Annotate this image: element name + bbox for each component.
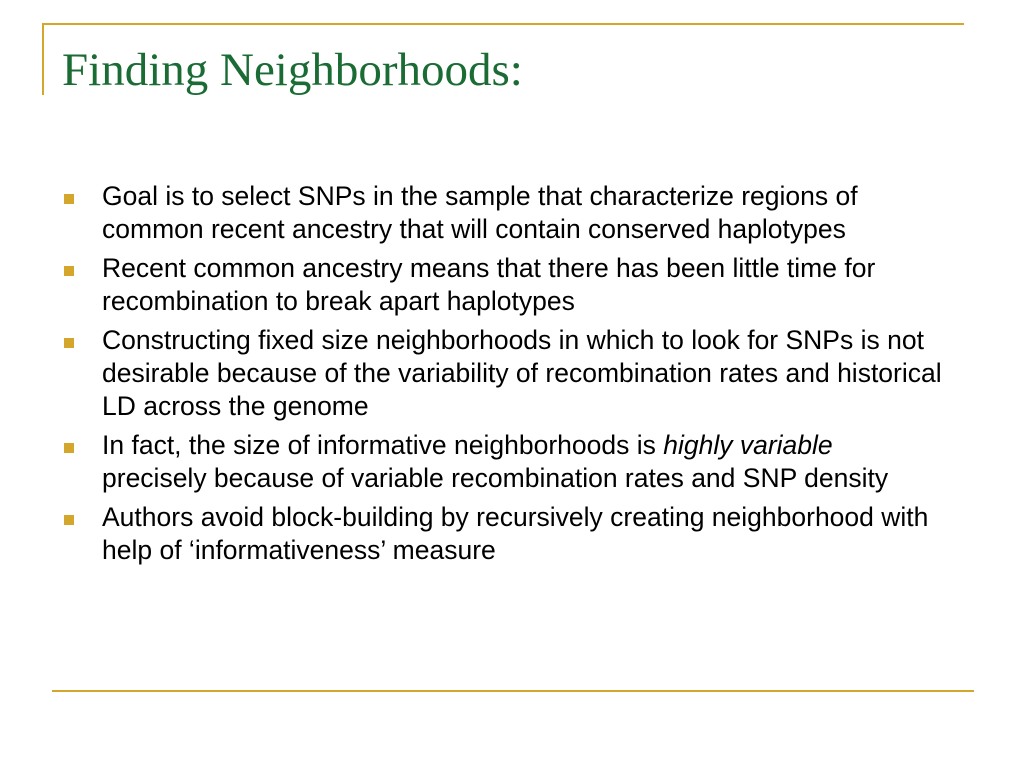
- square-bullet-icon: [64, 194, 74, 204]
- bullet-item: [62, 429, 942, 495]
- bullet-text-emphasis: highly variable: [663, 430, 833, 460]
- bullet-text-pre: In fact, the size of informative neighborhoods is: [102, 430, 664, 460]
- square-bullet-icon: [64, 266, 74, 276]
- bullet-text: Constructing fixed size neighborhoods in which to look for SNPs is not desirable because of the variability of recombination rates and historical LD across the genome: [102, 325, 942, 421]
- bullet-list: [62, 180, 942, 573]
- bullet-text: Goal is to select SNPs in the sample that characterize regions of common recent ancestry that will contain conserved haplotypes: [102, 181, 858, 244]
- bullet-text: Recent common ancestry means that there has been little time for recombination to break apart haplotypes: [102, 253, 876, 316]
- top-rule: [42, 23, 964, 25]
- slide-title: Finding Neighborhoods:: [62, 44, 523, 96]
- square-bullet-icon: [64, 338, 74, 348]
- bullet-item: [62, 180, 942, 246]
- bullet-text: Authors avoid block-building by recursively creating neighborhood with help of ‘informativeness’ measure: [102, 502, 929, 565]
- left-rule: [42, 23, 44, 95]
- bottom-rule: [52, 690, 974, 692]
- bullet-item: [62, 324, 942, 423]
- bullet-item: [62, 252, 942, 318]
- bullet-item: [62, 501, 942, 567]
- square-bullet-icon: [64, 515, 74, 525]
- square-bullet-icon: [64, 443, 74, 453]
- bullet-text-post: precisely because of variable recombination rates and SNP density: [102, 463, 889, 493]
